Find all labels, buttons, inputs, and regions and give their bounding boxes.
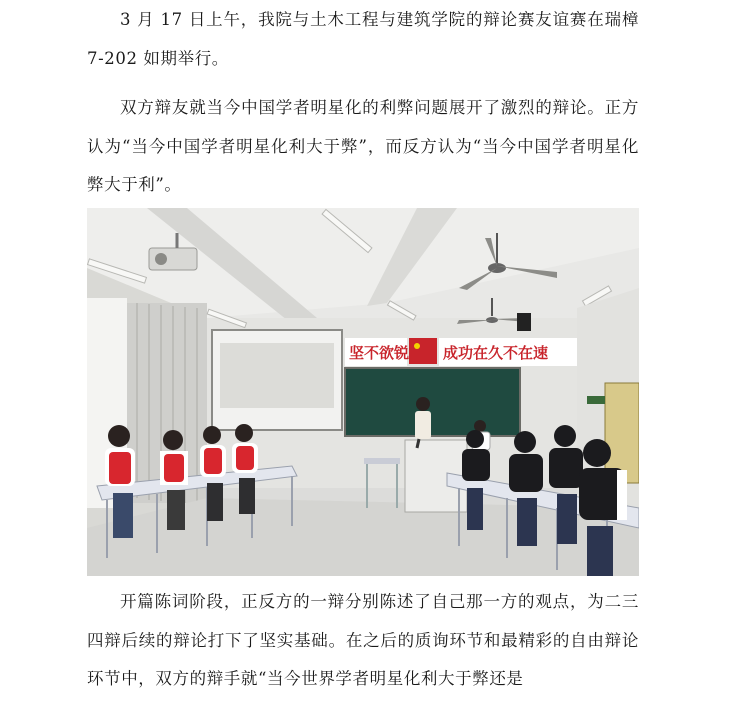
- article-paragraph-2: 双方辩友就当今中国学者明星化的利弊问题展开了激烈的辩论。正方认为“当今中国学者明星化利大于弊”，而反方认为“当今中国学者明星化弊大于利”。: [87, 98, 639, 194]
- door-sign: [587, 396, 605, 404]
- flag: [409, 338, 437, 364]
- debate-photo: [87, 208, 639, 576]
- banner-right: 成功在久不在速: [443, 344, 549, 362]
- banner-left: 坚不欲锐: [349, 344, 410, 362]
- article-paragraph-1: 3 月 17 日上午，我院与土木工程与建筑学院的辩论赛友谊赛在瑞樟 7-202 如期举行。: [87, 10, 639, 68]
- article-paragraph-3: 开篇陈词阶段，正反方的一辩分别陈述了自己那一方的观点，为二三四辩后续的辩论打下了坚实基础。在之后的质询环节和最精彩的自由辩论环节中，双方的辩手就“当今世界学者明星化利大于弊还是: [87, 592, 639, 688]
- blackboard: [345, 368, 520, 436]
- classroom-scene: [87, 208, 639, 576]
